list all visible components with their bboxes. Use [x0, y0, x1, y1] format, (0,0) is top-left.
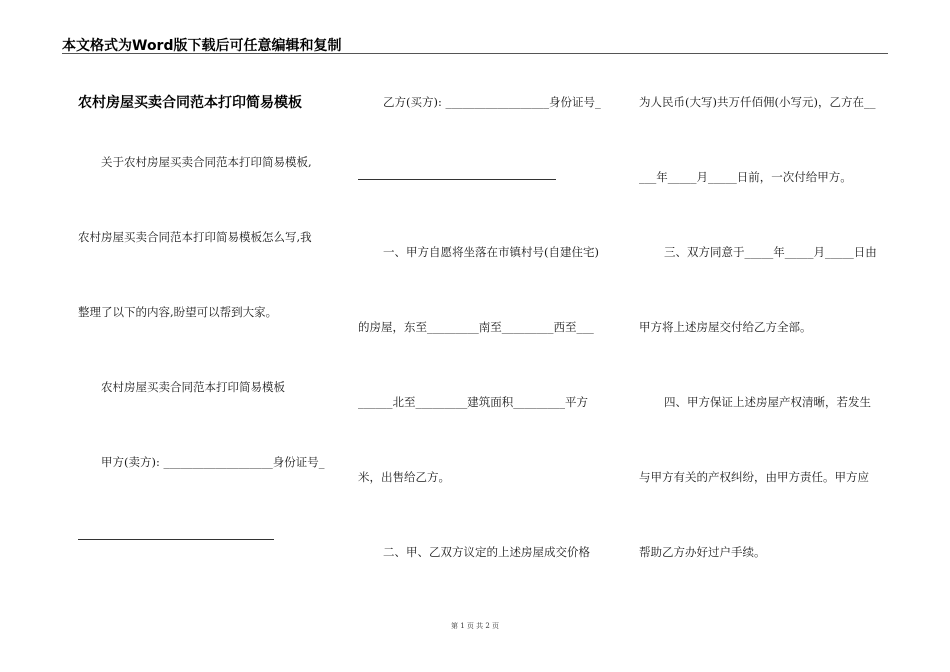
col3-line-5: 四、甲方保证上述房屋产权清晰，若发生 [664, 395, 871, 409]
col2-line-4: ______北至_________建筑面积_________平方 [358, 395, 588, 409]
col1-line-2: 农村房屋买卖合同范本打印简易模板怎么写,我 [78, 230, 312, 244]
col2-line-1: 乙方(买方): __________________身份证号_ [383, 95, 601, 109]
document-header: 本文格式为Word版下载后可任意编辑和复制 [62, 38, 342, 54]
col1-line-4: 农村房屋买卖合同范本打印简易模板 [101, 380, 285, 394]
col3-line-2: ___年_____月_____日前，一次付给甲方。 [639, 170, 852, 184]
col3-line-7: 帮助乙方办好过户手续。 [639, 545, 766, 559]
col3-line-4: 甲方将上述房屋交付给乙方全部。 [639, 320, 812, 334]
col3-line-3: 三、双方同意于_____年_____月_____日由 [664, 245, 877, 259]
col1-line-5: 甲方(卖方): ___________________身份证号_ [101, 455, 325, 469]
col3-line-1: 为人民币(大写)共万仟佰佣(小写元)，乙方在__ [639, 95, 876, 109]
col2-line-6: 二、甲、乙双方议定的上述房屋成交价格 [383, 545, 590, 559]
col1-line-3: 整理了以下的内容,盼望可以帮到大家。 [78, 305, 278, 319]
col1-line-1: 关于农村房屋买卖合同范本打印简易模板, [101, 155, 312, 169]
col3-line-6: 与甲方有关的产权纠纷，由甲方责任。甲方应 [639, 470, 869, 484]
header-divider [62, 53, 888, 54]
page-number: 第 1 页 共 2 页 [450, 622, 500, 630]
col2-line-3: 的房屋，东至_________南至_________西至___ [358, 320, 594, 334]
col1-blank-line [78, 539, 274, 540]
col2-line-5: 米，出售给乙方。 [358, 470, 450, 484]
document-title: 农村房屋买卖合同范本打印简易模板 [78, 95, 302, 111]
col2-line-2: 一、甲方自愿将坐落在市镇村号(自建住宅) [383, 245, 599, 259]
col2-blank-line [358, 179, 556, 180]
